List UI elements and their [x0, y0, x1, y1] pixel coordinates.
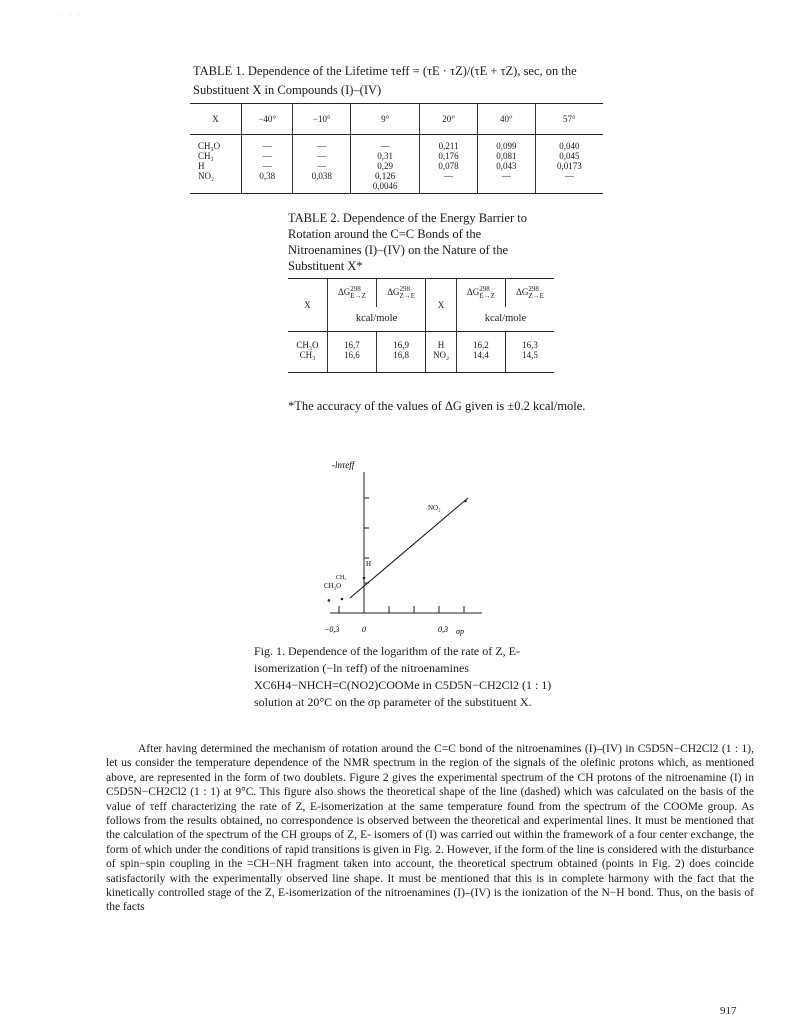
cell-line: — [380, 141, 390, 151]
figure1-y-axis-label: -lnτeff [332, 460, 355, 470]
cell-line: 14,5 [522, 350, 538, 360]
cell-line: 0,126 [375, 171, 396, 181]
cell-line: — [262, 161, 272, 171]
cell-line: CH₃O [198, 141, 221, 151]
cell-line: 0,31 [377, 151, 394, 161]
figure1-label-ch3: CH₃ [336, 575, 347, 581]
body-paragraph [106, 742, 754, 915]
table2-right-ez-values [456, 332, 505, 373]
figure1-tick-label-pos: 0,3 [438, 625, 448, 634]
table2-header-dg-ez-right: ΔG298 E→Z [456, 279, 505, 308]
table2-right-ze-values [506, 332, 554, 373]
cell-line: 0,038 [311, 171, 332, 181]
figure1-points [328, 500, 467, 602]
cell-line: 0,176 [438, 151, 459, 161]
cell-line: 0,099 [496, 141, 517, 151]
table2-header-dg-ez-left: ΔG298 E→Z [327, 279, 376, 308]
cell-line: H [437, 340, 445, 350]
cell-line: — [564, 171, 574, 181]
figure1-data-point [328, 599, 331, 602]
figure1-label-ch3o: CH₃O [324, 582, 342, 590]
table2-header-x-left: X [288, 279, 327, 332]
body-paragraph-text: After having determined the mechanism of rotation around the C=C bond of the nitroenamines (I)–(IV) in C5D5N−CH2Cl2 (1 : 1), let us consider the temperature dependence of the NMR spectrum in the region of the signals of the olefinic protons which, as mentioned above, are represented in the form of two doublets. Figure 2 gives the experimental spectrum of the CH protons of the nitroenamine (I) in C5D5N−CH2Cl2 (1 : 1) at 9°C. This figure also shows the theoretical shape of the line (dashed) which was calculated on the basis of the value of τeff characterizing the rate of Z, E-isomerization at the same temperature found from the spectrum of the COOMe group. As follows from the results obtained, no correspondence is observed between the theoretical and experimental lines. It must be mentioned that the calculation of the spectrum of the CH groups of Z, E- isomers of (I) was carried out within the framework of a four center exchange, the form of which under the conditions of rapid transitions is given in Fig. 2. However, if the form of the line is considered with the disturbance of spin−spin coupling in the =CH−NH fragment taken into account, the theoretical spectrum obtained (points in Fig. 2) does coincide satisfactorily with the experimentally observed line shape. It must be mentioned that this is in complete harmony with the fact that the kinetically controlled stage of the Z, E-isomerization of the nitroenamines (I)–(IV) is the ionization of the N−H bond. Thus, on the basis of the facts [106, 743, 754, 914]
table1-header-row [190, 104, 603, 135]
table1-header-57: 57° [535, 104, 603, 135]
table1-header-m10: −10° [293, 104, 351, 135]
table1-col-m10 [293, 135, 351, 194]
figure1-label-h: H [366, 560, 372, 568]
cell-line: NO₂ [432, 350, 450, 360]
cell-line: — [317, 151, 327, 161]
figure1-tick-label-zero: 0 [362, 625, 366, 634]
table2-caption: TABLE 2. Dependence of the Energy Barrier to Rotation around the C=C Bonds of the Nitroenamines (I)–(IV) on the Nature of the Substituent X* [288, 211, 527, 273]
table2-right-substituents [426, 332, 457, 373]
figure1-regression-line [350, 498, 468, 598]
table1-col-40 [477, 135, 535, 194]
table2-left-substituents [288, 332, 327, 373]
table1-header-x: X [190, 104, 242, 135]
table1-header-20: 20° [420, 104, 478, 135]
cell-line: CH₃O [296, 340, 319, 350]
table1-col-substituent [190, 135, 242, 194]
cell-line: 16,2 [473, 340, 489, 350]
figure1-label-no2: NO₂ [428, 504, 441, 512]
cell-line: CH₃ [198, 151, 214, 161]
table1-caption: TABLE 1. Dependence of the Lifetime τeff = (τE · τZ)/(τE + τZ), sec, on the Substituent X in Compounds (I)–(IV) [193, 64, 577, 97]
scan-mark: · · · [60, 10, 82, 19]
figure1-tick-label-neg: −0,3 [324, 625, 340, 634]
table1 [190, 103, 603, 194]
cell-line: 16,8 [393, 350, 410, 360]
table1-col-20 [420, 135, 478, 194]
cell-line: 16,3 [522, 340, 538, 350]
cell-line: 14,4 [473, 350, 489, 360]
table2-unit-right: kcal/mole [456, 307, 554, 332]
cell-line: 0,081 [496, 151, 517, 161]
cell-line: 0,043 [496, 161, 517, 171]
cell-line: 0,045 [559, 151, 580, 161]
table1-header-40: 40° [477, 104, 535, 135]
table1-header-m40: −40° [242, 104, 293, 135]
table2-header-dg-ze-left: ΔG298 Z→E [377, 279, 426, 308]
table1-col-9 [351, 135, 420, 194]
cell-line: 0,211 [438, 141, 459, 151]
table2-data-row [288, 332, 554, 373]
cell-line: — [501, 171, 511, 181]
page-number: 917 [720, 1005, 737, 1017]
cell-line: H [198, 161, 205, 171]
table2-header-x-right: X [426, 279, 457, 332]
table2 [288, 278, 554, 373]
cell-line: 0,0046 [372, 181, 398, 191]
cell-line: 0,078 [438, 161, 459, 171]
figure1-data-point [464, 500, 467, 503]
cell-line: 16,9 [393, 340, 410, 350]
cell-line: — [262, 151, 272, 161]
figure1-ticks [339, 498, 464, 613]
figure1-x-axis-label: σp [456, 627, 464, 636]
cell-line: CH₃ [299, 350, 316, 360]
figure1-data-point [341, 598, 344, 601]
figure1-caption: Fig. 1. Dependence of the logarithm of the rate of Z, E-isomerization (−ln τeff) of the nitroenamines XC6H4−NHCH=C(NO2)COOMe in C5D5N−CH2Cl2 (1 : 1) solution at 20°C on the σp parameter of the substituent X. [254, 644, 552, 709]
table2-left-ze-values [377, 332, 426, 373]
cell-line: 16,7 [344, 340, 360, 350]
table1-row-cells [190, 135, 603, 194]
table2-unit-left: kcal/mole [327, 307, 425, 332]
cell-line: — [317, 141, 327, 151]
cell-line: 16,6 [344, 350, 360, 360]
table2-footnote: *The accuracy of the values of ΔG given is ±0.2 kcal/mole. [288, 399, 586, 413]
cell-line: 0,040 [559, 141, 580, 151]
cell-line: — [444, 171, 454, 181]
table1-header-9: 9° [351, 104, 420, 135]
cell-line: — [317, 161, 327, 171]
cell-line: 0,0173 [556, 161, 582, 171]
cell-line: NO₂ [198, 171, 215, 181]
table1-col-m40 [242, 135, 293, 194]
table1-col-57 [535, 135, 603, 194]
cell-line: 0,29 [377, 161, 394, 171]
table2-header-dg-ze-right: ΔG298 Z→E [506, 279, 554, 308]
cell-line: — [262, 141, 272, 151]
table2-unit-row [288, 307, 554, 332]
figure1-data-point [363, 577, 366, 580]
table2-header-row [288, 279, 554, 308]
figure1-plot [310, 458, 510, 638]
cell-line: 0,38 [259, 171, 276, 181]
table2-left-ez-values [327, 332, 376, 373]
